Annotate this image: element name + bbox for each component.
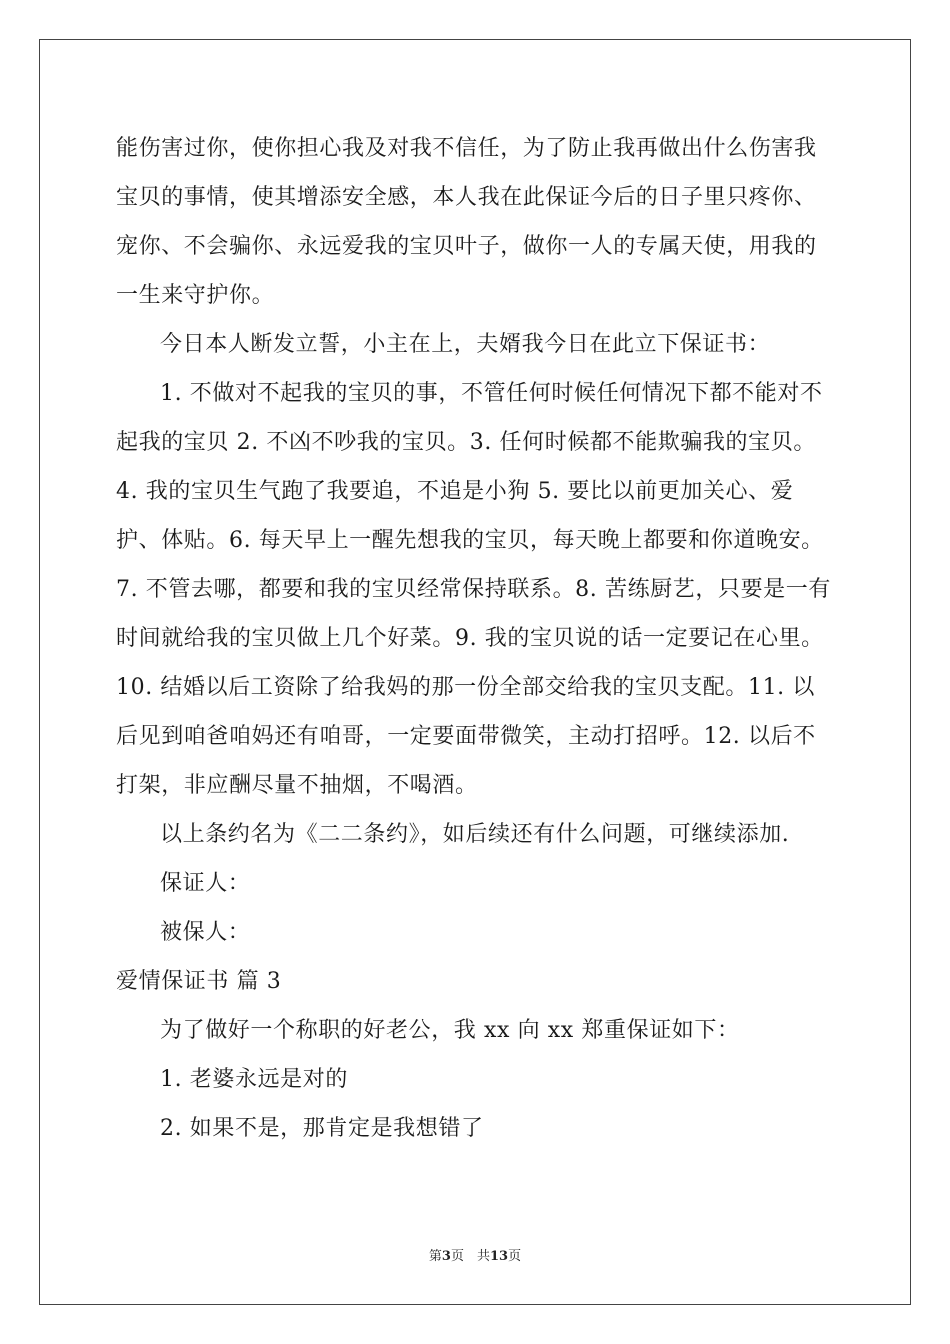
document-body bbox=[116, 124, 836, 1153]
paragraph: 1. 老婆永远是对的 bbox=[160, 1067, 348, 1092]
paragraph: 能伤害过你，使你担心我及对我不信任，为了防止我再做出什么伤害我宝贝的事情，使其增添安全感，本人我在此保证今后的日子里只疼你、宠你、不会骗你、永远爱我的宝贝叶子，做你一人的专属天使，用我的一生来守护你。 bbox=[116, 136, 817, 308]
paragraph: 今日本人断发立誓，小主在上，夫婿我今日在此立下保证书： bbox=[160, 332, 771, 357]
footer-prefix: 第 bbox=[428, 1249, 442, 1264]
paragraph: 被保人： bbox=[160, 920, 251, 945]
page-footer bbox=[0, 1248, 950, 1266]
paragraph: 保证人： bbox=[160, 871, 251, 896]
footer-total-pages: 13 bbox=[489, 1249, 509, 1264]
section-heading: 爱情保证书 篇 3 bbox=[116, 969, 282, 994]
paragraph: 为了做好一个称职的好老公，我 xx 向 xx 郑重保证如下： bbox=[160, 1018, 740, 1043]
paragraph: 2. 如果不是，那肯定是我想错了 bbox=[160, 1116, 484, 1141]
footer-mid: 页 共 bbox=[450, 1249, 490, 1264]
paragraph: 1. 不做对不起我的宝贝的事，不管任何时候任何情况下都不能对不起我的宝贝 2. 不凶不吵我的宝贝。3. 任何时候都不能欺骗我的宝贝。4. 我的宝贝生气跑了我要追，不追是小狗 5. 要比以前更加关心、爱护、体贴。6. 每天早上一醒先想我的宝贝，每天晚上都要和你道晚安。7. 不管去哪，都要和我的宝贝经常保持联系。8. 苦练厨艺，只要是一有时间就给我的宝贝做上几个好菜。9. 我的宝贝说的话一定要记在心里。10. 结婚以后工资除了给我妈的那一份全部交给我的宝贝支配。11. 以后见到咱爸咱妈还有咱哥，一定要面带微笑，主动打招呼。12. 以后不打架，非应酬尽量不抽烟，不喝酒。 bbox=[116, 381, 831, 798]
footer-page-number: 3 bbox=[441, 1249, 451, 1264]
paragraph: 以上条约名为《二二条约》，如后续还有什么问题，可继续添加. bbox=[160, 822, 790, 847]
footer-suffix: 页 bbox=[508, 1249, 522, 1264]
